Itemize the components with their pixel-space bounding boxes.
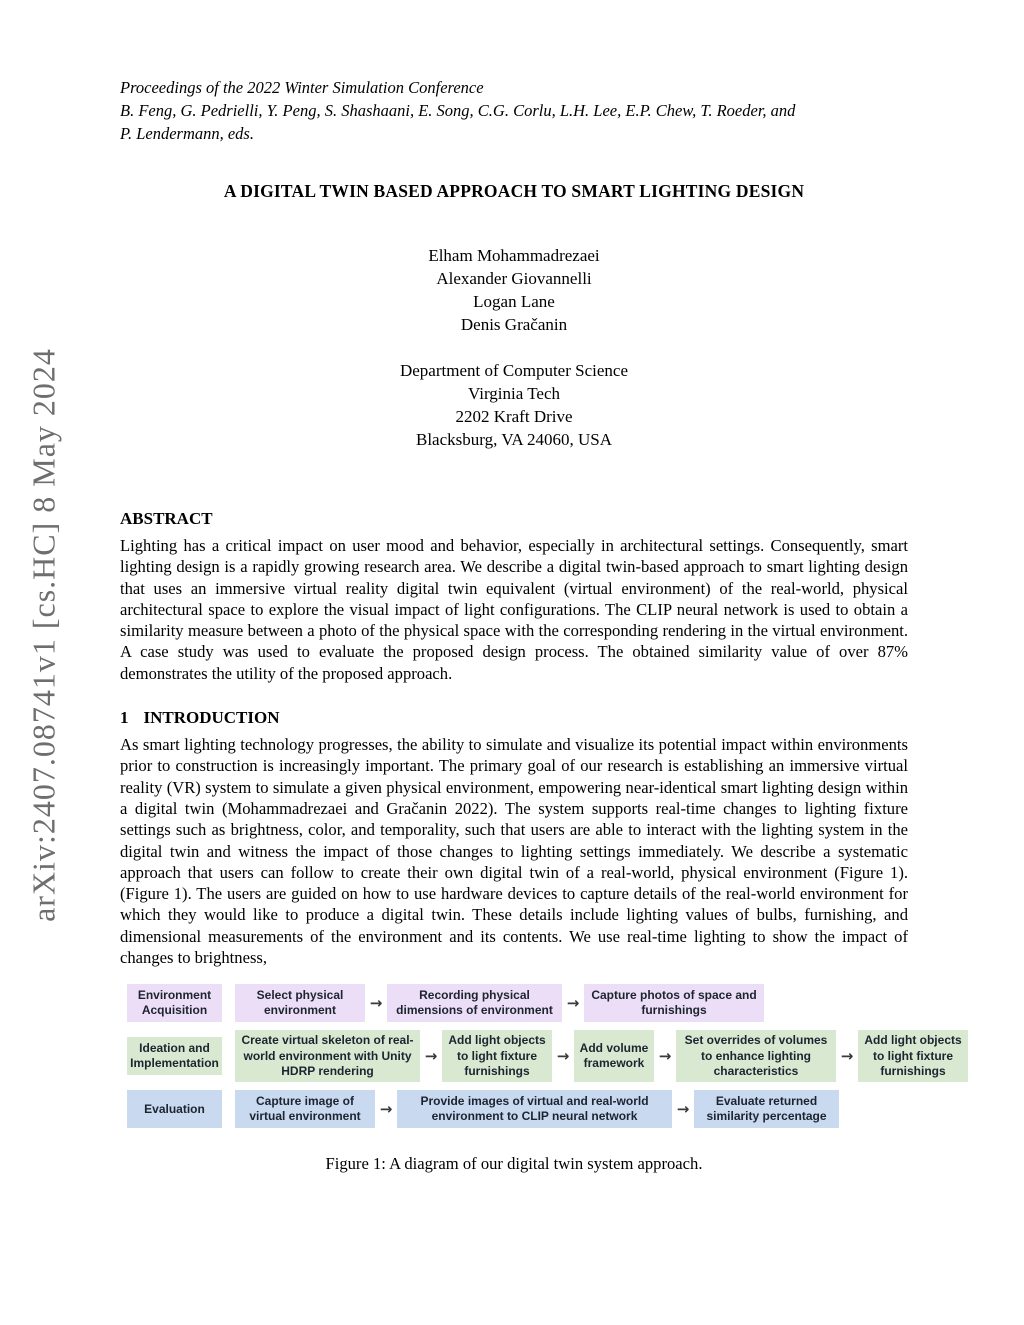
abstract-heading: ABSTRACT — [120, 509, 213, 528]
affiliation-line: 2202 Kraft Drive — [455, 407, 573, 426]
step-recording-dimensions: Recording physical dimensions of environment — [387, 984, 562, 1022]
arrow-right-icon: → — [556, 1047, 570, 1066]
author-name: Denis Gračanin — [460, 315, 568, 334]
abstract-paragraph: Lighting has a critical impact on user mood and behavior, especially in architectural settings. Consequently, smart lighting design is a rapidly growing research area. We describe a digital twin-based approach to smart lighting design that uses an immersive virtual reality digital twin equivalent (virtual environment) of the real-world, physical architectural space to explore the visual impact of light configurations. The CLIP neural network is used to obtain a similarity measure between a photo of the physical space with the corresponding rendering in the virtual environment. A case study was used to evaluate the proposed design process. The obtained similarity value of over 87% demonstrates the utility of the proposed approach. — [120, 536, 908, 683]
row-label-ideation-implementation: Ideation and Implementation — [127, 1037, 222, 1075]
step-create-virtual-skeleton: Create virtual skeleton of real-world environment with Unity HDRP rendering — [235, 1030, 420, 1082]
arrow-right-icon: → — [379, 1100, 393, 1119]
proceedings-line: Proceedings of the 2022 Winter Simulation Conference — [120, 78, 484, 97]
affiliation-line: Blacksburg, VA 24060, USA — [416, 430, 612, 449]
section-title: INTRODUCTION — [143, 708, 280, 728]
arrow-right-icon: → — [369, 994, 383, 1013]
figure-1-diagram — [127, 984, 962, 1128]
step-set-overrides: Set overrides of volumes to enhance lighting characteristics — [676, 1030, 836, 1082]
affiliation-line: Virginia Tech — [467, 384, 561, 403]
arrow-right-icon: → — [658, 1047, 672, 1066]
proceedings-header — [120, 76, 908, 145]
editors-line: B. Feng, G. Pedrielli, Y. Peng, S. Shashaani, E. Song, C.G. Corlu, L.H. Lee, E.P. Chew, T. Roeder, and — [120, 101, 796, 120]
step-add-light-objects-2: Add light objects to light fixture furnishings — [858, 1030, 968, 1082]
step-provide-images-clip: Provide images of virtual and real-world environment to CLIP neural network — [397, 1090, 672, 1128]
step-evaluate-similarity: Evaluate returned similarity percentage — [694, 1090, 839, 1128]
step-add-light-objects-1: Add light objects to light fixture furnishings — [442, 1030, 552, 1082]
step-add-volume-framework: Add volume framework — [574, 1030, 654, 1082]
introduction-paragraph: As smart lighting technology progresses, the ability to simulate and visualize its potential impact within environments prior to construction is increasingly important. The primary goal of our research is establishing an immersive virtual reality (VR) system to simulate a given physical environment, empowering near-identical smart lighting design within a digital twin (Mohammadrezaei and Gračanin 2022). The system supports real-time changes to lighting fixture settings such as brightness, color, and temporality, such that users are able to interact with the lighting system in the digital twin and witness the impact of those changes to lighting settings immediately. We describe a systematic approach that users can follow to create their own digital twin of a real-world, physical environment (Figure 1). (Figure 1). The users are guided on how to use hardware devices to capture details of the real-world environment for which they would like to produce a digital twin. These details include lighting values of bulbs, furnishing, and dimensional measurements of the environment and its contents. We use real-time lighting to show the impact of changes to brightness, — [120, 735, 908, 968]
row-label-environment-acquisition: Environment Acquisition — [127, 984, 222, 1022]
author-name: Alexander Giovannelli — [436, 269, 592, 288]
author-list — [120, 244, 908, 336]
step-select-physical-environment: Select physical environment — [235, 984, 365, 1022]
paper-title: A DIGITAL TWIN BASED APPROACH TO SMART LIGHTING DESIGN — [223, 181, 805, 201]
section-number: 1 — [120, 708, 129, 728]
figure-row-ideation-implementation — [127, 1030, 962, 1082]
row-label-evaluation: Evaluation — [127, 1090, 222, 1128]
editors-line-2: P. Lendermann, eds. — [120, 124, 254, 143]
figure-caption: Figure 1: A diagram of our digital twin system approach. — [325, 1154, 703, 1174]
step-capture-image-virtual: Capture image of virtual environment — [235, 1090, 375, 1128]
author-name: Elham Mohammadrezaei — [428, 246, 600, 265]
paper-page-content — [120, 0, 962, 1174]
figure-row-evaluation — [127, 1090, 908, 1128]
arrow-right-icon: → — [566, 994, 580, 1013]
figure-row-environment-acquisition — [127, 984, 908, 1022]
arrow-right-icon: → — [840, 1047, 854, 1066]
author-name: Logan Lane — [473, 292, 555, 311]
affiliation-block — [120, 359, 908, 451]
arrow-right-icon: → — [676, 1100, 690, 1119]
step-capture-photos: Capture photos of space and furnishings — [584, 984, 764, 1022]
affiliation-line: Department of Computer Science — [399, 361, 628, 380]
arrow-right-icon: → — [424, 1047, 438, 1066]
section-heading-introduction — [120, 708, 908, 728]
arxiv-watermark: arXiv:2407.08741v1 [cs.HC] 8 May 2024 — [25, 348, 62, 922]
